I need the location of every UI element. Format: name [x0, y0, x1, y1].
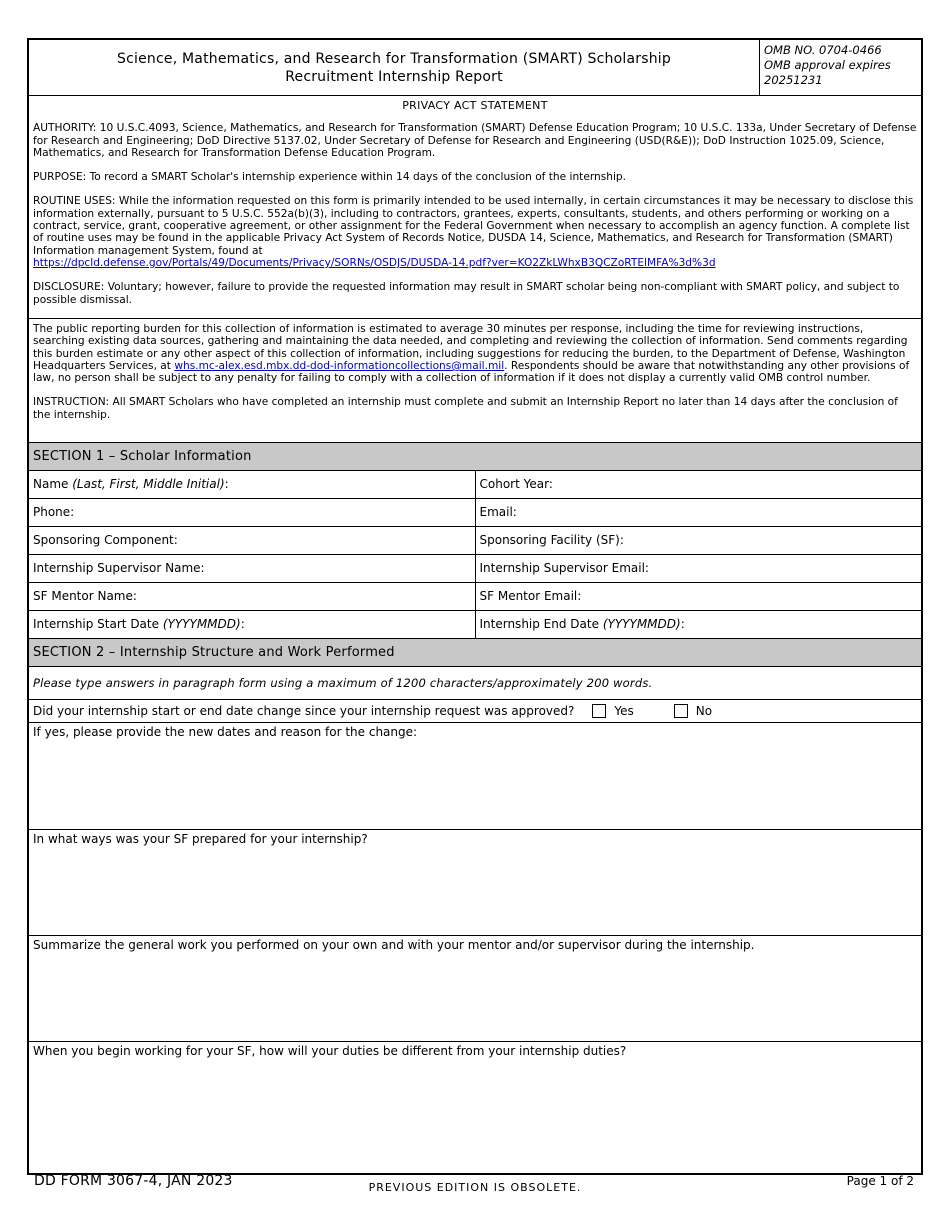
start-date-hint: (YYYYMMDD) — [162, 617, 241, 631]
form-title-line1: Science, Mathematics, and Research for Transformation (SMART) Scholarship — [117, 51, 671, 67]
end-date-hint: (YYYYMMDD) — [602, 617, 681, 631]
sponsoring-facility-field[interactable] — [475, 527, 922, 554]
cohort-year-field[interactable] — [475, 471, 922, 498]
burden-text-before: The public reporting burden for this collection of information is estimated to average 30 minutes per response, including the time for reviewing instructions, searching existing data sources, gathering and maintaining the data needed, and completing and reviewing the collection of information. Send comments regarding this burden estimate or any other aspect of this collection of information, including suggestions for reducing the burden, to the Department of Defense, Washington Headquarters Services, at — [33, 323, 908, 372]
start-date-label: Internship Start Date — [33, 617, 163, 631]
disclosure-paragraph — [33, 281, 917, 306]
mentor-name-field[interactable] — [29, 583, 475, 610]
end-date-label: Internship End Date — [479, 617, 603, 631]
answer-instructions: Please type answers in paragraph form using a maximum of 1200 characters/approximately 200 words. — [29, 667, 921, 700]
omb-number: OMB NO. 0704-0466 — [764, 43, 882, 57]
supervisor-email-label: Internship Supervisor Email: — [479, 561, 649, 575]
sf-prepared-question: In what ways was your SF prepared for your internship? — [33, 832, 368, 846]
name-colon: : — [224, 477, 229, 491]
burden-email-link[interactable]: whs.mc-alex.esd.mbx.dd-dod-informationcollections@mail.mil — [174, 359, 505, 372]
yes-checkbox[interactable] — [592, 704, 606, 718]
omb-expires-date: 20251231 — [764, 73, 823, 87]
instruction-label: INSTRUCTION: — [33, 396, 110, 409]
form-row — [29, 611, 921, 639]
authority-label: AUTHORITY: — [33, 122, 97, 135]
email-field[interactable] — [475, 499, 922, 526]
no-label: No — [695, 704, 713, 718]
email-label: Email: — [479, 505, 517, 519]
phone-field[interactable] — [29, 499, 475, 526]
mentor-email-label: SF Mentor Email: — [479, 589, 582, 603]
mentor-name-label: SF Mentor Name: — [33, 589, 137, 603]
form-row — [29, 499, 921, 527]
instruction-paragraph — [33, 396, 917, 421]
mentor-email-field[interactable] — [475, 583, 922, 610]
purpose-paragraph — [33, 171, 917, 183]
duties-difference-answer-box[interactable] — [29, 1042, 921, 1173]
name-hint: (Last, First, Middle Initial) — [72, 477, 225, 491]
sponsoring-component-label: Sponsoring Component: — [33, 533, 178, 547]
privacy-heading: PRIVACY ACT STATEMENT — [402, 99, 548, 112]
start-date-field[interactable] — [29, 611, 475, 638]
burden-text-after: . Respondents should be aware that notwithstanding any other provisions of law, no person shall be subject to any penalty for failing to comply with a collection of information if it does not display a currently valid OMB control number. — [33, 359, 910, 385]
form-row — [29, 555, 921, 583]
work-summary-answer-box[interactable] — [29, 936, 921, 1042]
section1-header: SECTION 1 – Scholar Information — [29, 443, 921, 471]
purpose-label: PURPOSE: — [33, 171, 87, 184]
duties-difference-question: When you begin working for your SF, how will your duties be different from your internship duties? — [33, 1044, 627, 1058]
sponsoring-component-field[interactable] — [29, 527, 475, 554]
authority-text: 10 U.S.C.4093, Science, Mathematics, and Research for Transformation (SMART) Defense Education Program; 10 U.S.C. 133a, Under Secretary of Defense for Research and Engineering; DoD Directive 5137.02, Under Secretary of Defense for Research and Engineering (USD(R&E)); DoD Instruction 1025.09, Science, Mathematics, and Research for Transformation Defense Education Program. — [33, 122, 917, 159]
sorn-link[interactable]: https://dpcld.defense.gov/Portals/49/Documents/Privacy/SORNs/OSDJS/DUSDA-14.pdf?ver=KO2ZkLWhxB3QCZoRTElMFA%3d%3d — [33, 256, 716, 269]
start-date-colon: : — [240, 617, 245, 631]
end-date-colon: : — [680, 617, 685, 631]
form-container — [27, 38, 923, 1175]
form-row — [29, 527, 921, 555]
name-field[interactable] — [29, 471, 475, 498]
purpose-text: To record a SMART Scholar's internship experience within 14 days of the conclusion of the internship. — [86, 171, 627, 184]
privacy-act-statement — [29, 96, 921, 319]
routine-uses-label: ROUTINE USES: — [33, 195, 116, 208]
form-title-line2: Recruitment Internship Report — [285, 69, 503, 85]
section2-header: SECTION 2 – Internship Structure and Work Performed — [29, 639, 921, 667]
no-checkbox[interactable] — [674, 704, 688, 718]
work-summary-question: Summarize the general work you performed on your own and with your mentor and/or supervisor during the internship. — [33, 938, 755, 952]
cohort-year-label: Cohort Year: — [479, 477, 553, 491]
authority-paragraph — [33, 122, 917, 159]
instruction-text: All SMART Scholars who have completed an internship must complete and submit an Internship Report no later than 14 days after the conclusion of the internship. — [33, 396, 898, 421]
disclosure-text: Voluntary; however, failure to provide the requested information may result in SMART scholar being non-compliant with SMART policy, and subject to possible dismissal. — [33, 281, 900, 306]
form-title — [29, 40, 760, 95]
new-dates-answer-box[interactable] — [29, 723, 921, 830]
name-label: Name — [33, 477, 73, 491]
sf-prepared-answer-box[interactable] — [29, 830, 921, 936]
routine-uses-paragraph — [33, 195, 917, 269]
sponsoring-facility-label: Sponsoring Facility (SF): — [479, 533, 624, 547]
omb-expires-label: OMB approval expires — [764, 58, 891, 72]
date-change-row — [29, 700, 921, 723]
supervisor-name-label: Internship Supervisor Name: — [33, 561, 205, 575]
phone-label: Phone: — [33, 505, 75, 519]
edition-note: PREVIOUS EDITION IS OBSOLETE. — [368, 1181, 582, 1194]
form-header — [29, 40, 921, 96]
supervisor-email-field[interactable] — [475, 555, 922, 582]
date-change-question: Did your internship start or end date change since your internship request was approved? — [33, 704, 575, 718]
omb-info — [760, 40, 921, 95]
burden-statement — [29, 319, 921, 443]
burden-paragraph — [33, 323, 917, 384]
form-identifier: DD FORM 3067-4, JAN 2023 — [34, 1173, 233, 1189]
new-dates-question: If yes, please provide the new dates and reason for the change: — [33, 725, 418, 739]
form-row — [29, 583, 921, 611]
yes-label: Yes — [614, 704, 634, 718]
routine-uses-text: While the information requested on this form is primarily intended to be used internally, in certain circumstances it may be necessary to disclose this information externally, pursuant to 5 U.S.C. 552a(b)(3), including to contractors, grantees, experts, consultants, students, and others performing or working on a contract, service, grant, cooperative agreement, or other assignment for the Federal Government when necessary to accomplish an agency function. A complete list of routine uses may be found in the applicable Privacy Act System of Records Notice, DUSDA 14, Science, Mathematics, and Research for Transformation (SMART) Information management System, found at — [33, 195, 914, 257]
disclosure-label: DISCLOSURE: — [33, 281, 105, 294]
page-number: Page 1 of 2 — [846, 1174, 914, 1188]
form-row — [29, 471, 921, 499]
end-date-field[interactable] — [475, 611, 922, 638]
no-option[interactable] — [674, 700, 712, 722]
yes-option[interactable] — [592, 700, 633, 722]
supervisor-name-field[interactable] — [29, 555, 475, 582]
